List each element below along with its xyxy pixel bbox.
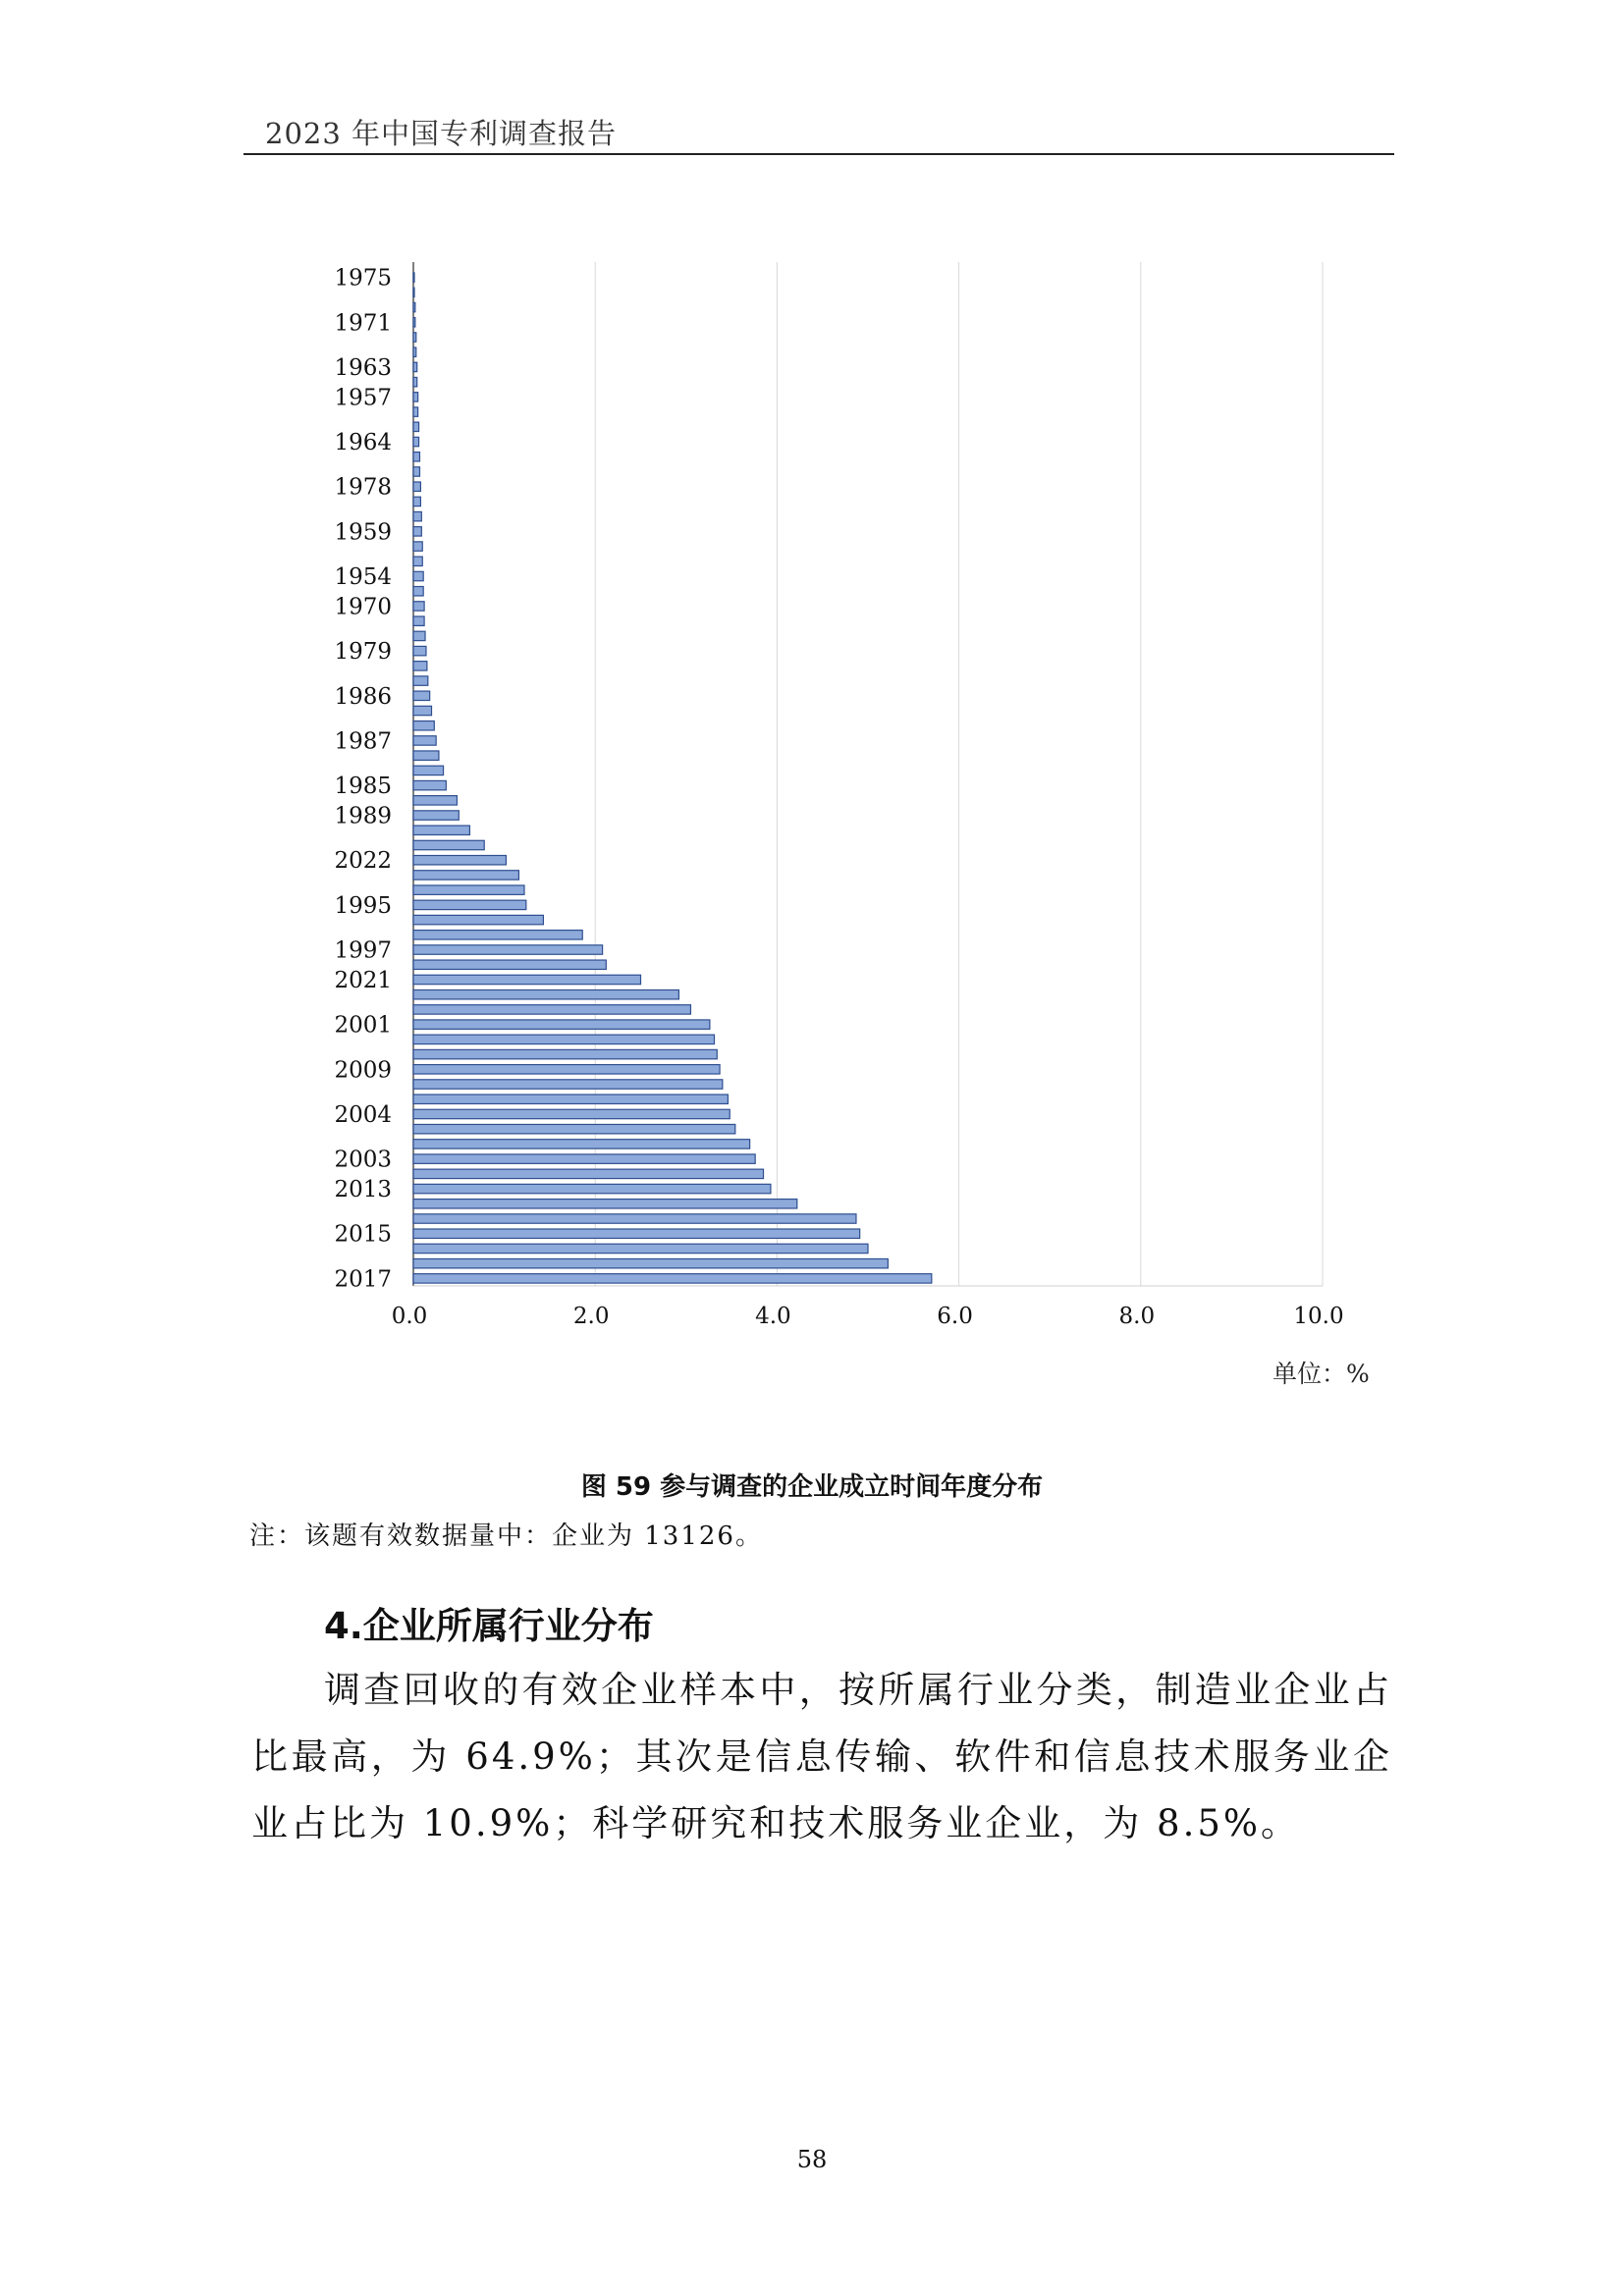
- bar: [413, 1200, 797, 1208]
- bar: [413, 1080, 723, 1089]
- bar: [413, 453, 419, 461]
- figure-caption: 图 59 参与调查的企业成立时间年度分布: [580, 1472, 1044, 1502]
- bar: [413, 945, 603, 954]
- y-tick-label: 2021: [334, 967, 392, 993]
- bar: [413, 1169, 764, 1178]
- bar: [413, 288, 414, 296]
- page-number: 58: [796, 2146, 828, 2173]
- bar: [413, 1049, 717, 1058]
- bar: [413, 885, 524, 894]
- bar: [413, 960, 606, 969]
- bar: [413, 871, 518, 880]
- bar: [413, 1020, 710, 1029]
- y-tick-label: 2001: [334, 1012, 392, 1039]
- bar: [413, 646, 426, 655]
- bar: [413, 676, 428, 685]
- bar: [413, 691, 430, 700]
- chart-unit-label: 单位：%: [1272, 1360, 1370, 1388]
- bar: [413, 557, 422, 565]
- y-tick-label: 1975: [334, 265, 392, 292]
- y-tick-label: 1995: [334, 892, 392, 919]
- bar: [413, 393, 418, 401]
- figure-note: 注：该题有效数据量中：企业为 13126。: [249, 1522, 763, 1551]
- bar: [413, 900, 526, 909]
- bar: [413, 467, 419, 476]
- y-tick-label: 2009: [334, 1057, 392, 1084]
- x-tick-label: 8.0: [1118, 1304, 1156, 1329]
- running-header: 2023 年中国专利调查报告: [265, 117, 618, 150]
- bar: [413, 511, 421, 520]
- bar: [413, 437, 419, 446]
- bar: [413, 1258, 888, 1267]
- chart-x-tick-labels: [392, 1304, 1344, 1329]
- bar: [413, 736, 436, 745]
- section-heading: 4.企业所属行业分布: [324, 1605, 654, 1647]
- bar: [413, 780, 446, 789]
- bar: [413, 751, 439, 760]
- bar: [413, 1035, 715, 1043]
- bar: [413, 377, 417, 386]
- bar: [413, 1184, 771, 1193]
- bar: [413, 706, 432, 715]
- bar: [413, 1095, 728, 1103]
- bar: [413, 1109, 730, 1118]
- y-tick-label: 2017: [334, 1266, 392, 1293]
- bar: [413, 318, 415, 327]
- bar: [413, 333, 416, 342]
- bar: [413, 989, 678, 998]
- bar: [413, 1244, 868, 1253]
- bar: [413, 542, 422, 551]
- bar: [413, 766, 444, 774]
- bar: [413, 1065, 720, 1074]
- y-tick-label: 2013: [334, 1177, 392, 1203]
- bar: [413, 482, 420, 491]
- bar: [413, 631, 425, 640]
- bar: [413, 826, 469, 834]
- bar: [413, 616, 424, 625]
- bar: [413, 497, 420, 506]
- y-tick-label: 1985: [334, 774, 392, 800]
- body-paragraph: 调查回收的有效企业样本中，按所属行业分类，制造业企业占比最高，为 64.9%；其次是信息传输、软件和信息技术服务业企业占比为 10.9%；科学研究和技术服务业企业，为 8.5%。: [251, 1669, 1392, 1844]
- x-tick-label: 2.0: [572, 1304, 610, 1329]
- bar: [413, 602, 424, 611]
- bar: [413, 1214, 856, 1223]
- bar: [413, 915, 543, 924]
- bar: [413, 855, 506, 864]
- bar: [413, 1229, 860, 1238]
- bar: [413, 1005, 690, 1014]
- y-tick-label: 2003: [334, 1147, 392, 1173]
- bar: [413, 587, 423, 596]
- bar: [413, 1154, 755, 1163]
- y-tick-label: 1986: [334, 683, 392, 710]
- y-tick-label: 1959: [334, 519, 392, 546]
- bar: [413, 407, 418, 416]
- bar: [413, 840, 484, 849]
- y-tick-label: 1997: [334, 937, 392, 964]
- y-tick-label: 2004: [334, 1101, 392, 1128]
- y-tick-label: 1979: [334, 639, 392, 666]
- bar: [413, 273, 414, 282]
- chart-y-tick-labels: [334, 266, 392, 1293]
- x-tick-label: 0.0: [391, 1304, 428, 1329]
- y-tick-label: 1971: [334, 310, 392, 337]
- bar: [413, 662, 427, 670]
- y-tick-label: 1957: [334, 385, 392, 411]
- bar: [413, 1274, 932, 1283]
- x-tick-label: 10.0: [1293, 1304, 1344, 1329]
- y-tick-label: 1964: [334, 430, 392, 456]
- y-tick-label: 1954: [334, 564, 392, 591]
- bar: [413, 1140, 750, 1148]
- y-tick-label: 2022: [334, 848, 392, 875]
- bar: [413, 302, 415, 311]
- x-tick-label: 4.0: [755, 1304, 791, 1329]
- y-tick-label: 1970: [334, 594, 392, 620]
- bar: [413, 931, 582, 939]
- bar: [413, 527, 421, 536]
- bar: [413, 422, 419, 431]
- bar: [413, 975, 641, 984]
- y-tick-label: 1963: [334, 354, 392, 381]
- bar: [413, 796, 457, 805]
- bar: [413, 721, 434, 730]
- bar: [413, 1124, 735, 1133]
- y-tick-label: 2015: [334, 1221, 392, 1248]
- x-tick-label: 6.0: [937, 1304, 973, 1329]
- y-tick-label: 1987: [334, 728, 392, 755]
- y-tick-label: 1978: [334, 474, 392, 501]
- bar: [413, 347, 416, 356]
- bar: [413, 571, 423, 580]
- chart-bars: [413, 273, 932, 1283]
- bar: [413, 811, 459, 820]
- bar: [413, 362, 417, 371]
- y-tick-label: 1989: [334, 803, 392, 829]
